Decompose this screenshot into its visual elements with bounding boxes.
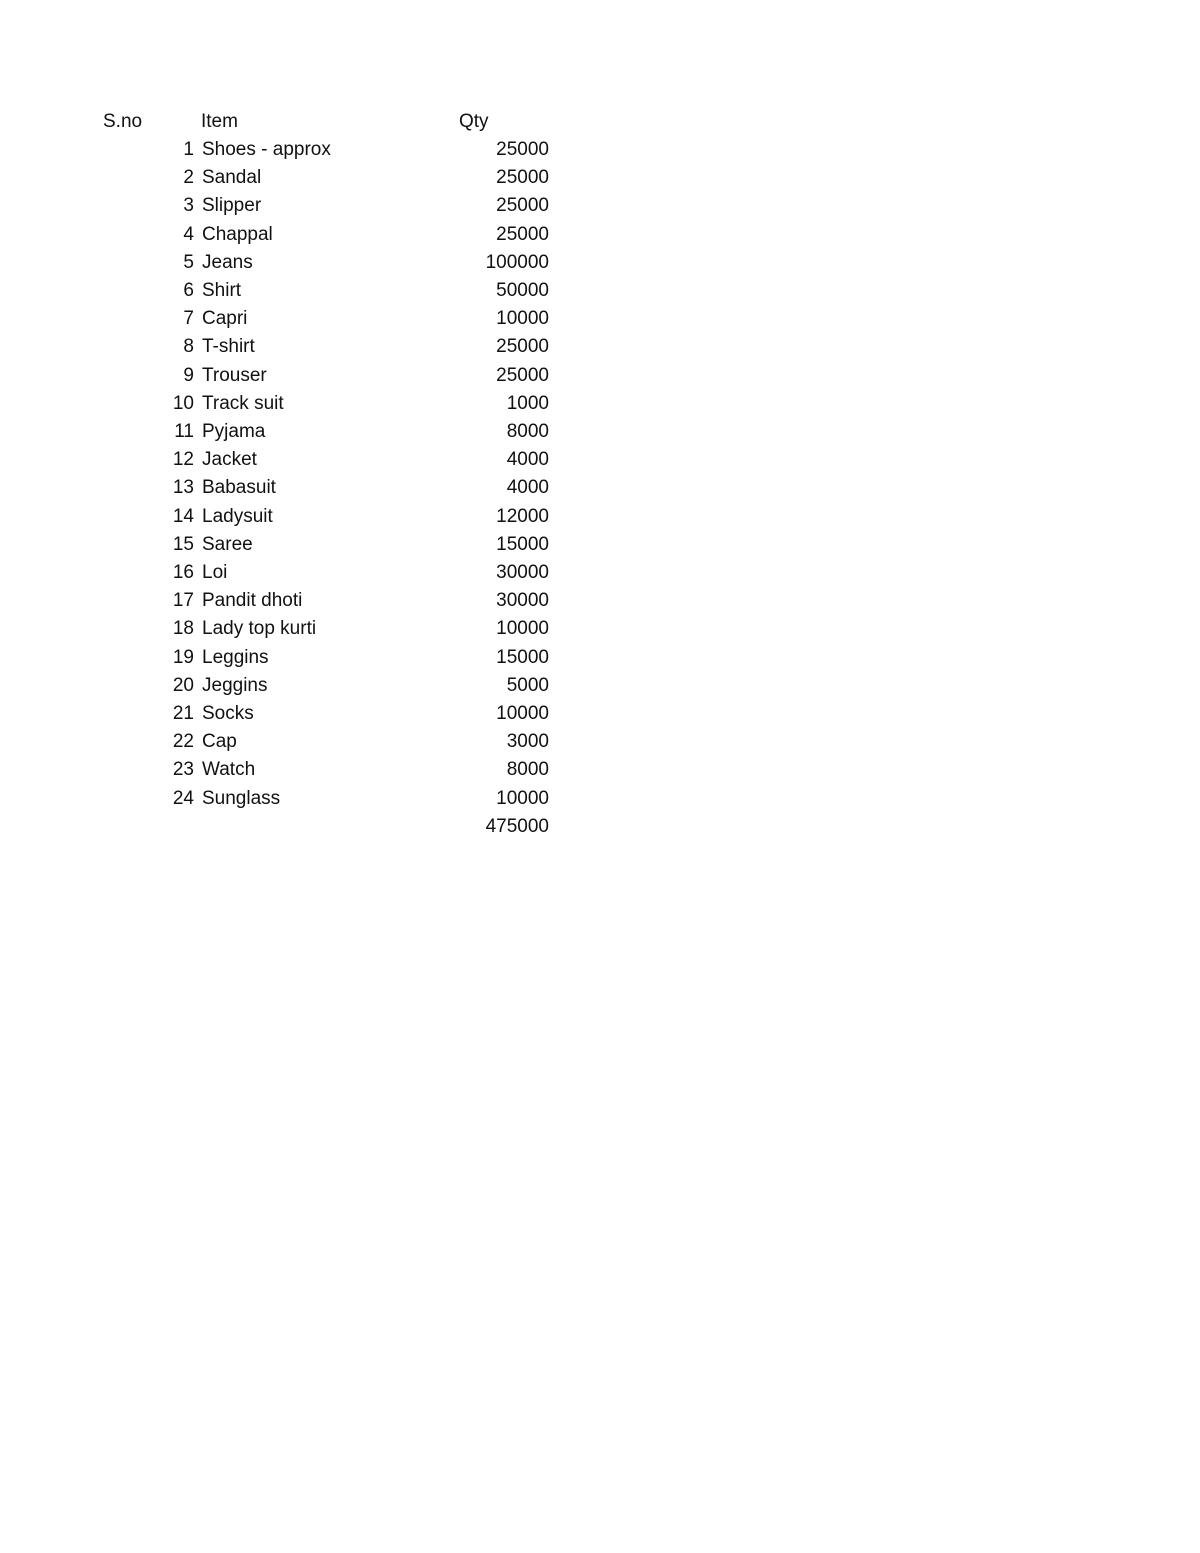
table-row bbox=[0, 700, 600, 728]
table-row bbox=[0, 221, 600, 249]
row-sno: 20 bbox=[172, 674, 194, 696]
row-qty: 10000 bbox=[496, 703, 549, 724]
table-row bbox=[0, 559, 600, 587]
row-qty: 12000 bbox=[496, 505, 549, 527]
row-qty: 15000 bbox=[496, 646, 549, 668]
table-row bbox=[0, 474, 600, 502]
row-sno: 16 bbox=[172, 562, 194, 583]
table-row bbox=[0, 277, 600, 305]
table-row bbox=[0, 305, 600, 333]
row-sno: 18 bbox=[172, 618, 194, 640]
row-sno: 17 bbox=[172, 590, 194, 612]
row-item: Jacket bbox=[202, 449, 257, 471]
row-sno: 24 bbox=[172, 787, 194, 809]
row-item: Sandal bbox=[202, 167, 262, 189]
row-sno: 1 bbox=[183, 139, 194, 160]
row-qty: 4000 bbox=[506, 449, 549, 471]
table-row bbox=[0, 615, 600, 643]
row-qty: 25000 bbox=[496, 139, 549, 160]
row-qty: 15000 bbox=[496, 533, 549, 555]
table-row bbox=[0, 672, 600, 700]
row-qty: 4000 bbox=[506, 477, 549, 499]
row-sno: 7 bbox=[183, 308, 194, 330]
table-row bbox=[0, 756, 600, 784]
row-sno: 19 bbox=[172, 646, 194, 668]
row-item: Sunglass bbox=[202, 787, 281, 809]
row-sno: 5 bbox=[183, 251, 194, 273]
row-item: Ladysuit bbox=[202, 505, 273, 527]
row-sno: 10 bbox=[172, 392, 194, 414]
row-item: Cap bbox=[202, 731, 237, 753]
row-qty: 25000 bbox=[496, 364, 549, 386]
row-item: Socks bbox=[202, 703, 254, 724]
row-item: Slipper bbox=[202, 195, 262, 217]
table-row bbox=[0, 390, 600, 418]
row-sno: 8 bbox=[183, 336, 194, 358]
row-sno: 9 bbox=[183, 364, 194, 386]
row-item: Track suit bbox=[202, 392, 284, 414]
row-sno: 23 bbox=[172, 759, 194, 781]
qty-column-header: Qty bbox=[459, 111, 489, 132]
table-row bbox=[0, 362, 600, 390]
table-row bbox=[0, 418, 600, 446]
row-qty: 5000 bbox=[506, 674, 549, 696]
row-sno: 21 bbox=[172, 703, 194, 724]
table-row bbox=[0, 531, 600, 559]
row-item: Chappal bbox=[202, 223, 273, 245]
row-item: Watch bbox=[202, 759, 256, 781]
row-sno: 4 bbox=[183, 223, 194, 245]
row-qty: 25000 bbox=[496, 223, 549, 245]
row-sno: 14 bbox=[172, 505, 194, 527]
table-row bbox=[0, 644, 600, 672]
row-qty: 30000 bbox=[496, 562, 549, 583]
row-item: Pyjama bbox=[202, 421, 266, 442]
table-row bbox=[0, 587, 600, 615]
row-qty: 3000 bbox=[506, 731, 549, 753]
table-row bbox=[0, 333, 600, 361]
row-qty: 8000 bbox=[506, 759, 549, 781]
header-row bbox=[0, 108, 600, 136]
row-sno: 12 bbox=[172, 449, 194, 471]
row-qty: 25000 bbox=[496, 195, 549, 217]
row-sno: 6 bbox=[183, 280, 194, 301]
table-row bbox=[0, 785, 600, 813]
row-qty: 1000 bbox=[506, 392, 549, 414]
row-sno: 22 bbox=[172, 731, 194, 753]
row-item: Babasuit bbox=[202, 477, 276, 499]
row-qty: 10000 bbox=[496, 618, 549, 640]
table-row bbox=[0, 192, 600, 220]
row-qty: 25000 bbox=[496, 336, 549, 358]
row-item: Shoes - approx bbox=[202, 139, 331, 160]
row-item: Jeggins bbox=[202, 674, 268, 696]
table-row bbox=[0, 728, 600, 756]
row-qty: 8000 bbox=[506, 421, 549, 442]
row-item: Shirt bbox=[202, 280, 242, 301]
row-item: Saree bbox=[202, 533, 253, 555]
item-column-header: Item bbox=[201, 111, 238, 132]
row-qty: 100000 bbox=[485, 251, 549, 273]
row-item: Capri bbox=[202, 308, 248, 330]
row-item: T-shirt bbox=[202, 336, 255, 358]
row-sno: 13 bbox=[172, 477, 194, 499]
table-row bbox=[0, 503, 600, 531]
row-item: Loi bbox=[202, 562, 228, 583]
row-sno: 2 bbox=[183, 167, 194, 189]
table-row bbox=[0, 446, 600, 474]
row-qty: 50000 bbox=[496, 280, 549, 301]
row-sno: 3 bbox=[183, 195, 194, 217]
row-qty: 10000 bbox=[496, 787, 549, 809]
table-row bbox=[0, 136, 600, 164]
row-qty: 10000 bbox=[496, 308, 549, 330]
row-item: Trouser bbox=[202, 364, 267, 386]
row-qty: 30000 bbox=[496, 590, 549, 612]
row-sno: 11 bbox=[174, 421, 194, 442]
row-item: Pandit dhoti bbox=[202, 590, 303, 612]
table-row bbox=[0, 164, 600, 192]
total-row bbox=[0, 813, 600, 841]
row-item: Lady top kurti bbox=[202, 618, 317, 640]
row-item: Leggins bbox=[202, 646, 269, 668]
total-qty: 475000 bbox=[485, 815, 549, 837]
row-qty: 25000 bbox=[496, 167, 549, 189]
row-item: Jeans bbox=[202, 251, 253, 273]
table-row bbox=[0, 249, 600, 277]
sno-column-header: S.no bbox=[103, 111, 143, 132]
row-sno: 15 bbox=[172, 533, 194, 555]
